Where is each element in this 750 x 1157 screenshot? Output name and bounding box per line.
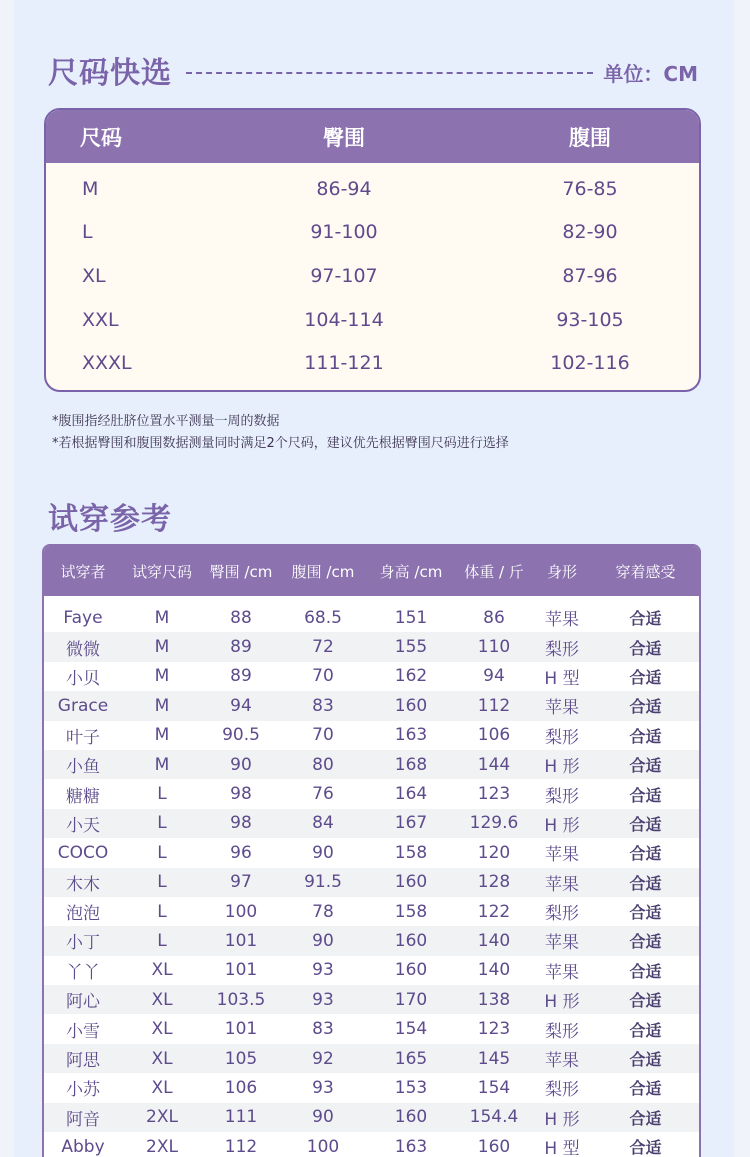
fit-cell: 合适: [629, 609, 662, 629]
table-row: [46, 298, 699, 342]
fit-cell: L: [157, 930, 167, 951]
fit-cell: 170: [394, 989, 428, 1010]
fit-cell: 91.5: [304, 872, 342, 893]
fit-cell: 112: [477, 695, 511, 716]
fit-cell: 83: [312, 695, 334, 716]
fit-cell: 合适: [629, 638, 662, 658]
header-waist: 腹围: [569, 125, 611, 150]
fit-cell: 苹果: [545, 698, 579, 719]
fit-cell: 小鱼: [66, 757, 100, 778]
fit-header-cell: 臀围 /cm: [209, 562, 273, 581]
fit-cell: 151: [394, 607, 428, 628]
fit-header-cell: 穿着感受: [615, 562, 676, 581]
fit-cell: 合适: [629, 844, 662, 864]
fit-cell: 合适: [629, 903, 662, 923]
fit-cell: 83: [312, 1019, 334, 1040]
fit-cell: 90.5: [222, 725, 260, 746]
fit-cell: 合适: [629, 932, 662, 952]
fit-cell: 苹果: [545, 874, 579, 895]
fit-cell: 97: [230, 872, 252, 893]
fit-header-cell: 腹围 /cm: [291, 562, 355, 581]
fit-cell: 90: [230, 754, 252, 775]
fit-cell: 梨形: [545, 904, 579, 925]
fit-cell: 167: [394, 813, 428, 834]
fit-cell: XL: [151, 1048, 173, 1069]
table-row: [44, 721, 699, 750]
table-row: [46, 167, 699, 211]
waist-cell: 102-116: [550, 352, 630, 375]
fit-cell: XL: [151, 989, 173, 1010]
fit-cell: 84: [312, 813, 334, 834]
fit-cell: L: [157, 784, 167, 805]
fit-cell: 76: [312, 784, 334, 805]
fit-cell: 合适: [629, 991, 662, 1011]
table-row: [44, 1073, 699, 1102]
fit-cell: 阿心: [66, 992, 100, 1013]
note-line: *腹围指经肚脐位置水平测量一周的数据: [52, 414, 280, 429]
fit-cell: M: [154, 666, 170, 687]
fit-cell: 160: [394, 930, 428, 951]
fit-cell: 123: [477, 784, 511, 805]
fit-cell: 120: [477, 842, 511, 863]
fit-table-header: [44, 546, 699, 596]
fit-cell: 合适: [629, 814, 662, 834]
fit-cell: 2XL: [146, 1107, 178, 1128]
fit-cell: 145: [477, 1048, 511, 1069]
fit-cell: L: [157, 872, 167, 893]
fit-cell: 2XL: [146, 1136, 178, 1157]
fit-cell: 154: [394, 1019, 428, 1040]
fit-cell: 153: [394, 1077, 428, 1098]
fit-cell: 合适: [629, 873, 662, 893]
table-row: [46, 254, 699, 298]
table-row: [44, 926, 699, 955]
fit-cell: 糖糖: [66, 786, 100, 807]
fit-cell: L: [157, 813, 167, 834]
fit-cell: 105: [224, 1048, 258, 1069]
fit-cell: 110: [477, 637, 511, 658]
fit-cell: 94: [483, 666, 505, 687]
waist-cell: 87-96: [562, 264, 618, 287]
fit-header-cell: 体重 / 斤: [464, 562, 524, 581]
fit-cell: 103.5: [216, 989, 266, 1010]
fit-cell: 106: [477, 725, 511, 746]
fit-cell: 162: [394, 666, 428, 687]
fit-cell: H 型: [544, 668, 580, 689]
fit-cell: 合适: [629, 756, 662, 776]
table-row: [44, 691, 699, 720]
table-row: [44, 1014, 699, 1043]
fit-cell: 129.6: [469, 813, 519, 834]
fit-cell: 泡泡: [66, 904, 100, 925]
table-row: [44, 985, 699, 1014]
fit-cell: 158: [394, 901, 428, 922]
fit-cell: 苹果: [545, 962, 579, 983]
fit-cell: 苹果: [545, 1051, 579, 1072]
waist-cell: 76-85: [562, 177, 618, 200]
fit-cell: 小苏: [66, 1080, 100, 1101]
table-row: [44, 868, 699, 897]
fit-cell: H 形: [544, 992, 580, 1013]
fit-cell: 140: [477, 930, 511, 951]
fit-cell: 168: [394, 754, 428, 775]
fit-cell: 小雪: [66, 1021, 100, 1042]
fit-cell: 合适: [629, 1050, 662, 1070]
fit-cell: 101: [224, 930, 258, 951]
fit-cell: 苹果: [545, 610, 579, 631]
fit-cell: 106: [224, 1077, 258, 1098]
fit-cell: 92: [312, 1048, 334, 1069]
hip-cell: 86-94: [316, 177, 372, 200]
fit-cell: Grace: [57, 695, 109, 716]
table-row: [44, 662, 699, 691]
fit-cell: XL: [151, 960, 173, 981]
fit-cell: 138: [477, 989, 511, 1010]
fit-cell: 合适: [629, 1079, 662, 1099]
fit-cell: 154.4: [469, 1107, 519, 1128]
table-row: [44, 603, 699, 632]
table-row: [44, 1103, 699, 1132]
fit-cell: XL: [151, 1077, 173, 1098]
fit-cell: 98: [230, 813, 252, 834]
size-cell: M: [82, 177, 99, 200]
unit-label: 单位：CM: [603, 61, 698, 86]
fit-cell: 100: [224, 901, 258, 922]
fit-cell: 144: [477, 754, 511, 775]
fit-cell: H 形: [544, 1109, 580, 1130]
fit-cell: 丫丫: [66, 962, 100, 983]
fit-cell: M: [154, 637, 170, 658]
fit-header-cell: 身形: [546, 562, 577, 581]
fit-cell: Abby: [61, 1136, 105, 1157]
fit-cell: 90: [312, 842, 334, 863]
header-hip: 臀围: [323, 125, 365, 150]
table-row: [44, 897, 699, 926]
size-cell: L: [82, 221, 93, 244]
waist-cell: 82-90: [562, 221, 618, 244]
fit-cell: L: [157, 842, 167, 863]
fit-cell: 合适: [629, 1138, 662, 1157]
size-cell: XXL: [82, 308, 119, 331]
fit-cell: 165: [394, 1048, 428, 1069]
fit-cell: 小丁: [66, 933, 100, 954]
table-row: [44, 1132, 699, 1157]
fit-cell: 123: [477, 1019, 511, 1040]
fit-cell: 140: [477, 960, 511, 981]
fit-cell: H 型: [544, 1139, 580, 1157]
fit-cell: 72: [312, 637, 334, 658]
size-table: [44, 108, 701, 392]
fit-cell: 阿音: [66, 1109, 100, 1130]
fit-cell: 90: [312, 930, 334, 951]
fit-cell: M: [154, 695, 170, 716]
note-line: *若根据臀围和腹围数据测量同时满足2个尺码，建议优先根据臀围尺码进行选择: [52, 436, 509, 451]
fit-cell: 苹果: [545, 933, 579, 954]
size-quick-header: [48, 50, 698, 90]
fit-cell: 70: [312, 725, 334, 746]
hip-cell: 97-107: [310, 264, 378, 287]
fit-cell: 68.5: [304, 607, 342, 628]
table-row: [44, 838, 699, 867]
fit-cell: 80: [312, 754, 334, 775]
fit-cell: 98: [230, 784, 252, 805]
fit-cell: 阿思: [66, 1051, 100, 1072]
fit-cell: 70: [312, 666, 334, 687]
fit-cell: 93: [312, 960, 334, 981]
fit-cell: 木木: [66, 874, 100, 895]
fit-cell: 78: [312, 901, 334, 922]
fit-cell: 154: [477, 1077, 511, 1098]
table-row: [46, 211, 699, 255]
size-table-header: [46, 110, 699, 163]
fit-cell: 93: [312, 1077, 334, 1098]
fit-cell: 112: [224, 1136, 258, 1157]
fit-cell: 164: [394, 784, 428, 805]
fit-reference-title: 试穿参考: [48, 502, 172, 537]
fit-header-cell: 身高 /cm: [379, 562, 443, 581]
fit-cell: 梨形: [545, 639, 579, 660]
fit-cell: 160: [394, 1107, 428, 1128]
hip-cell: 111-121: [304, 352, 384, 375]
fit-cell: M: [154, 725, 170, 746]
fit-cell: COCO: [57, 842, 109, 863]
fit-cell: 合适: [629, 726, 662, 746]
fit-cell: 155: [394, 637, 428, 658]
fit-cell: 苹果: [545, 845, 579, 866]
fit-cell: 合适: [629, 961, 662, 981]
fit-cell: Faye: [63, 607, 103, 628]
fit-cell: 101: [224, 1019, 258, 1040]
fit-cell: 89: [230, 666, 252, 687]
fit-cell: H 形: [544, 815, 580, 836]
fit-cell: 160: [477, 1136, 511, 1157]
dashed-divider: [186, 72, 593, 74]
table-row: [44, 750, 699, 779]
fit-cell: H 形: [544, 757, 580, 778]
fit-cell: 小贝: [66, 668, 100, 689]
size-quick-title: 尺码快选: [48, 56, 172, 91]
fit-cell: 叶子: [66, 727, 100, 748]
fit-cell: 合适: [629, 1020, 662, 1040]
table-row: [44, 1044, 699, 1073]
fit-cell: 160: [394, 695, 428, 716]
size-table-body: [46, 163, 699, 385]
fit-cell: 梨形: [545, 786, 579, 807]
fit-cell: 梨形: [545, 727, 579, 748]
fit-table: [42, 544, 701, 1157]
fit-cell: 90: [312, 1107, 334, 1128]
fit-cell: 96: [230, 842, 252, 863]
fit-cell: L: [157, 901, 167, 922]
fit-cell: 160: [394, 872, 428, 893]
fit-header-cell: 试穿尺码: [131, 562, 192, 581]
fit-cell: 合适: [629, 1108, 662, 1128]
fit-cell: 101: [224, 960, 258, 981]
fit-header-cell: 试穿者: [60, 562, 106, 581]
hip-cell: 91-100: [310, 221, 378, 244]
fit-cell: 梨形: [545, 1080, 579, 1101]
table-row: [46, 341, 699, 385]
size-notes: [52, 411, 509, 455]
size-cell: XL: [82, 264, 106, 287]
waist-cell: 93-105: [556, 308, 624, 331]
table-row: [44, 809, 699, 838]
fit-cell: M: [154, 607, 170, 628]
fit-cell: XL: [151, 1019, 173, 1040]
fit-cell: 微微: [66, 639, 100, 660]
table-row: [44, 956, 699, 985]
fit-cell: 122: [477, 901, 511, 922]
hip-cell: 104-114: [304, 308, 384, 331]
fit-cell: 86: [483, 607, 505, 628]
fit-cell: 94: [230, 695, 252, 716]
fit-cell: M: [154, 754, 170, 775]
fit-cell: 合适: [629, 667, 662, 687]
fit-cell: 111: [224, 1107, 258, 1128]
fit-cell: 100: [306, 1136, 340, 1157]
fit-table-body: [44, 596, 699, 1157]
size-cell: XXXL: [82, 352, 132, 375]
fit-cell: 合适: [629, 697, 662, 717]
table-row: [44, 632, 699, 661]
fit-cell: 163: [394, 1136, 428, 1157]
fit-cell: 158: [394, 842, 428, 863]
fit-cell: 梨形: [545, 1021, 579, 1042]
fit-cell: 128: [477, 872, 511, 893]
fit-cell: 小天: [66, 815, 100, 836]
fit-cell: 88: [230, 607, 252, 628]
header-size: 尺码: [80, 125, 122, 150]
fit-cell: 93: [312, 989, 334, 1010]
fit-cell: 合适: [629, 785, 662, 805]
fit-cell: 163: [394, 725, 428, 746]
fit-cell: 160: [394, 960, 428, 981]
fit-cell: 89: [230, 637, 252, 658]
table-row: [44, 779, 699, 808]
